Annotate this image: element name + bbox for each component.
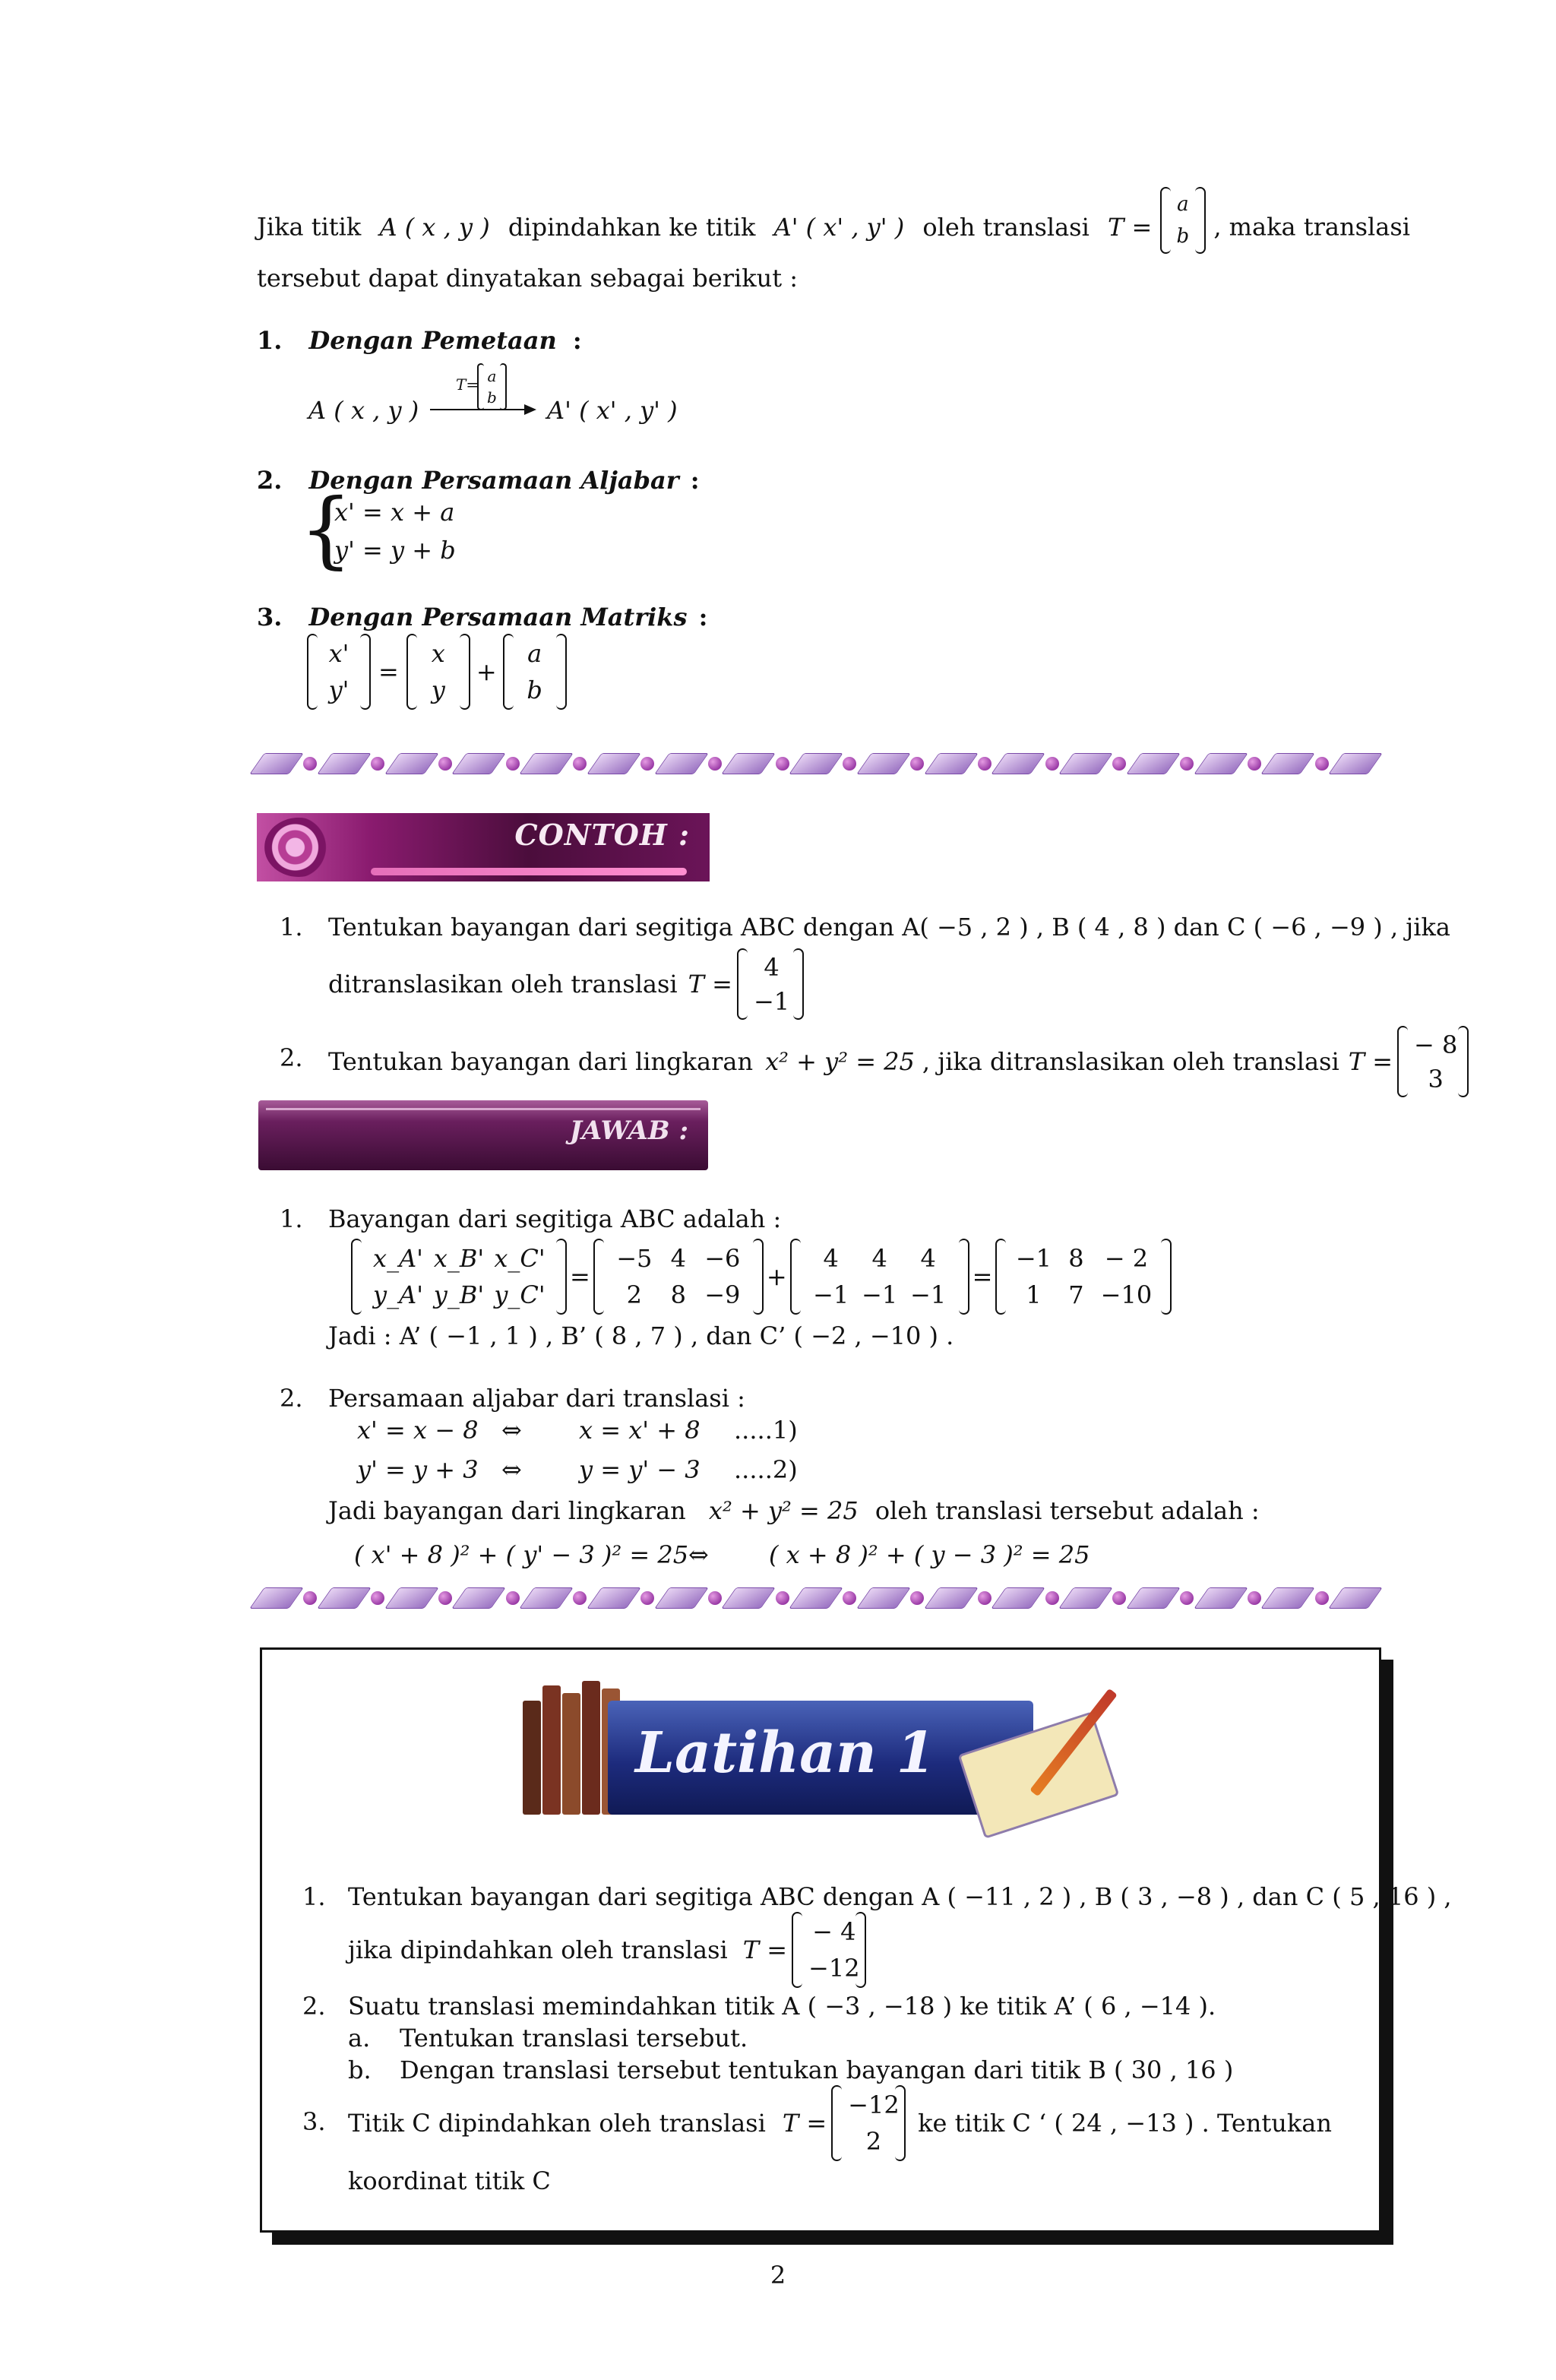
exercise-number: 3. bbox=[302, 2107, 326, 2136]
diamond-ornament-icon bbox=[1194, 1587, 1248, 1609]
translation-symbol: T = bbox=[782, 2109, 827, 2138]
colon: : bbox=[572, 326, 582, 355]
system-brace: { bbox=[299, 480, 353, 578]
diamond-ornament-icon bbox=[991, 1587, 1045, 1609]
translation-symbol: T = bbox=[688, 970, 732, 999]
matrix-translation bbox=[790, 1240, 969, 1313]
diamond-ornament-icon bbox=[317, 1587, 372, 1609]
vector-top: − 4 bbox=[812, 1917, 856, 1946]
translation-symbol: T = bbox=[1108, 212, 1153, 242]
intro-line-2: tersebut dapat dinyatakan sebagai berikut : bbox=[257, 264, 799, 293]
matrix-cell: x_A' bbox=[373, 1244, 423, 1273]
intro-text: dipindahkan ke titik bbox=[508, 212, 756, 242]
dot-ornament-icon bbox=[1315, 757, 1329, 771]
equation-label: .....1) bbox=[734, 1416, 798, 1445]
vector-top: a bbox=[487, 367, 497, 385]
dot-ornament-icon bbox=[438, 757, 452, 771]
diamond-ornament-icon bbox=[654, 753, 709, 774]
arrow-head bbox=[524, 404, 536, 415]
jawab-banner bbox=[258, 1100, 708, 1170]
dot-ornament-icon bbox=[303, 1591, 317, 1605]
matrix-cell: −1 bbox=[910, 1280, 947, 1309]
exercise-2: Suatu translasi memindahkan titik A ( −3 , −18 ) ke titik A’ ( 6 , −14 ). bbox=[348, 1992, 1216, 2021]
matrix-cell: 4 bbox=[823, 1244, 839, 1273]
diamond-ornament-icon bbox=[991, 753, 1045, 774]
method-1-heading bbox=[257, 325, 582, 356]
vector-bottom: 3 bbox=[1428, 1064, 1444, 1093]
dot-ornament-icon bbox=[371, 757, 384, 771]
exercise-2b: Dengan translasi tersebut tentukan bayangan dari titik B ( 30 , 16 ) bbox=[400, 2056, 1234, 2084]
matrix-cell: 1 bbox=[1026, 1280, 1042, 1309]
matrix-result bbox=[995, 1240, 1172, 1313]
jawab-label: JAWAB : bbox=[569, 1116, 688, 1146]
dot-ornament-icon bbox=[776, 1591, 789, 1605]
exercise-1-line-2 bbox=[348, 1913, 866, 1986]
question-text: Tentukan bayangan dari lingkaran bbox=[328, 1047, 754, 1076]
question-text: , jika ditranslasikan oleh translasi bbox=[922, 1047, 1339, 1076]
matrix-cell: 8 bbox=[670, 1280, 686, 1309]
answer-2-conclusion bbox=[328, 1495, 1260, 1526]
diamond-ornament-icon bbox=[654, 1587, 709, 1609]
exercise-1: Tentukan bayangan dari segitiga ABC dengan A ( −11 , 2 ) , B ( 3 , −8 ) , dan C ( 5 , 16 ) , bbox=[348, 1882, 1452, 1911]
diamond-ornament-icon bbox=[1126, 753, 1181, 774]
matrix-cell: −9 bbox=[704, 1280, 741, 1309]
intro-text: oleh translasi bbox=[922, 212, 1090, 242]
intro-text: Jika titik bbox=[257, 212, 362, 242]
contoh-banner bbox=[257, 813, 710, 881]
dot-ornament-icon bbox=[1045, 757, 1059, 771]
circle-equation: x² + y² = 25 bbox=[765, 1047, 915, 1076]
contoh-question-1: Tentukan bayangan dari segitiga ABC dengan A( −5 , 2 ) , B ( 4 , 8 ) dan C ( −6 , −9 ) , jika bbox=[328, 913, 1450, 942]
diamond-ornament-icon bbox=[1194, 753, 1248, 774]
exercise-3-line-2: koordinat titik C bbox=[348, 2166, 551, 2195]
equation-y: y' = y + b bbox=[334, 536, 456, 565]
exercise-3 bbox=[348, 2087, 1332, 2160]
plus-sign: + bbox=[476, 657, 497, 686]
banner-line bbox=[266, 1108, 701, 1110]
dot-ornament-icon bbox=[910, 1591, 924, 1605]
exercise-text: jika dipindahkan oleh translasi bbox=[348, 1935, 728, 1964]
method-title: Dengan Persamaan Matriks bbox=[308, 603, 688, 631]
diamond-ornament-icon bbox=[587, 753, 641, 774]
translation-vector bbox=[792, 1913, 866, 1986]
dot-ornament-icon bbox=[573, 1591, 587, 1605]
diamond-ornament-icon bbox=[519, 753, 574, 774]
dot-ornament-icon bbox=[640, 1591, 654, 1605]
equation-label: .....2) bbox=[734, 1455, 798, 1484]
equals-sign: = bbox=[570, 1262, 590, 1291]
exercise-number: 1. bbox=[302, 1882, 326, 1911]
translation-symbol: T= bbox=[456, 375, 479, 394]
matrix-equation bbox=[307, 634, 567, 710]
diamond-ornament-icon bbox=[721, 1587, 776, 1609]
diamond-ornament-icon bbox=[451, 753, 506, 774]
mapping-source: A ( x , y ) bbox=[308, 396, 419, 425]
swirl-ornament-icon bbox=[264, 818, 333, 877]
dot-ornament-icon bbox=[1045, 1591, 1059, 1605]
equation: y = y' − 3 bbox=[579, 1455, 701, 1484]
answer-1-intro: Bayangan dari segitiga ABC adalah : bbox=[328, 1204, 782, 1233]
matrix-cell: y_C' bbox=[494, 1280, 546, 1309]
latihan-title: Latihan 1 bbox=[635, 1720, 936, 1786]
sub-label: a. bbox=[348, 2024, 371, 2052]
translation-vector bbox=[737, 950, 804, 1018]
matrix-original bbox=[406, 635, 470, 708]
matrix-cell: 8 bbox=[1068, 1244, 1084, 1273]
contoh-label: CONTOH : bbox=[514, 818, 690, 852]
diamond-ornament-icon bbox=[1058, 753, 1113, 774]
diamond-ornament-icon bbox=[519, 1587, 574, 1609]
diamond-ornament-icon bbox=[1328, 1587, 1383, 1609]
colon: : bbox=[698, 603, 708, 631]
answer-1-result: Jadi : A’ ( −1 , 1 ) , B’ ( 8 , 7 ) , dan C’ ( −2 , −10 ) . bbox=[328, 1321, 954, 1350]
matrix-cell: −1 bbox=[1015, 1244, 1052, 1273]
diamond-ornament-icon bbox=[721, 753, 776, 774]
sub-label: b. bbox=[348, 2056, 372, 2084]
vector-bottom: −1 bbox=[753, 986, 790, 1016]
method-title: Dengan Persamaan Aljabar bbox=[308, 466, 679, 495]
diamond-ornament-icon bbox=[856, 753, 911, 774]
decorative-divider bbox=[257, 1585, 1375, 1611]
matrix-cell: y' bbox=[328, 676, 349, 704]
exercise-2a: Tentukan translasi tersebut. bbox=[400, 2024, 748, 2052]
matrix-points bbox=[593, 1240, 764, 1313]
contoh-question-2 bbox=[328, 1027, 1469, 1096]
method-number: 3. bbox=[257, 603, 283, 631]
latihan-banner bbox=[517, 1678, 1109, 1830]
vector-top: 4 bbox=[764, 952, 780, 982]
translation-symbol: T = bbox=[742, 1935, 788, 1964]
answer-number: 1. bbox=[280, 1204, 303, 1233]
equation: y' = y + 3 bbox=[357, 1455, 479, 1484]
dot-ornament-icon bbox=[506, 757, 520, 771]
equals-sign: = bbox=[378, 657, 399, 686]
matrix-cell: −5 bbox=[616, 1244, 653, 1273]
matrix-cell: x_B' bbox=[433, 1244, 485, 1273]
equals-sign: = bbox=[972, 1262, 993, 1291]
matrix-cell: −1 bbox=[813, 1280, 849, 1309]
circle-equation: x² + y² = 25 bbox=[708, 1496, 859, 1525]
diamond-ornament-icon bbox=[924, 1587, 979, 1609]
diamond-ornament-icon bbox=[249, 1587, 304, 1609]
image-equation: ( x + 8 )² + ( y − 3 )² = 25 bbox=[769, 1540, 1090, 1569]
decorative-divider bbox=[257, 751, 1375, 777]
matrix-cell: x' bbox=[328, 639, 349, 668]
answer-text: oleh translasi tersebut adalah : bbox=[874, 1496, 1260, 1525]
question-text: ditranslasikan oleh translasi bbox=[328, 970, 678, 999]
matrix-cell: b bbox=[527, 676, 542, 704]
dot-ornament-icon bbox=[978, 1591, 991, 1605]
dot-ornament-icon bbox=[303, 757, 317, 771]
matrix-cell: x bbox=[431, 639, 445, 668]
dot-ornament-icon bbox=[843, 1591, 856, 1605]
question-number: 2. bbox=[280, 1043, 303, 1072]
matrix-cell: 4 bbox=[871, 1244, 887, 1273]
method-number: 1. bbox=[257, 326, 283, 355]
matrix-cell: y_A' bbox=[373, 1280, 423, 1309]
dot-ornament-icon bbox=[776, 757, 789, 771]
answer-2-intro: Persamaan aljabar dari translasi : bbox=[328, 1384, 745, 1413]
diamond-ornament-icon bbox=[317, 753, 372, 774]
translation-vector bbox=[1160, 188, 1207, 252]
matrix-cell: −10 bbox=[1100, 1280, 1153, 1309]
vector-bottom: 2 bbox=[865, 2127, 882, 2156]
matrix-cell: −6 bbox=[704, 1244, 741, 1273]
dot-ornament-icon bbox=[1248, 1591, 1261, 1605]
matrix-cell: 4 bbox=[920, 1244, 936, 1273]
translation-symbol: T = bbox=[1348, 1047, 1393, 1076]
diamond-ornament-icon bbox=[384, 753, 439, 774]
exercise-number: 2. bbox=[302, 1992, 326, 2021]
matrix-image-points bbox=[351, 1240, 567, 1313]
mapping-target: A' ( x' , y' ) bbox=[547, 396, 678, 425]
dot-ornament-icon bbox=[371, 1591, 384, 1605]
banner-bar bbox=[371, 868, 687, 875]
vector-top: − 8 bbox=[1414, 1030, 1458, 1059]
intro-text: , maka translasi bbox=[1213, 212, 1410, 242]
translation-vector bbox=[1397, 1027, 1469, 1096]
vector-top: −12 bbox=[848, 2090, 900, 2119]
arrow-shaft bbox=[430, 409, 527, 410]
diamond-ornament-icon bbox=[451, 1587, 506, 1609]
vector-bottom: b bbox=[487, 388, 497, 407]
dot-ornament-icon bbox=[506, 1591, 520, 1605]
translation-vector bbox=[477, 365, 507, 409]
method-number: 2. bbox=[257, 466, 283, 495]
answer-number: 2. bbox=[280, 1384, 303, 1413]
dot-ornament-icon bbox=[1180, 757, 1194, 771]
question-number: 1. bbox=[280, 913, 303, 942]
equation: x = x' + 8 bbox=[579, 1416, 701, 1445]
dot-ornament-icon bbox=[708, 757, 722, 771]
dot-ornament-icon bbox=[1112, 757, 1126, 771]
equivalence-sign: ⇔ bbox=[501, 1455, 522, 1484]
matrix-cell: y_B' bbox=[433, 1280, 485, 1309]
vector-bottom: −12 bbox=[808, 1954, 860, 1983]
dot-ornament-icon bbox=[843, 757, 856, 771]
matrix-cell: − 2 bbox=[1104, 1244, 1149, 1273]
method-3-heading bbox=[257, 602, 707, 632]
answer-1-matrix-equation bbox=[351, 1239, 1172, 1315]
diamond-ornament-icon bbox=[1328, 753, 1383, 774]
books-icon bbox=[517, 1678, 623, 1815]
matrix-cell: −1 bbox=[862, 1280, 898, 1309]
matrix-cell: x_C' bbox=[494, 1244, 546, 1273]
diamond-ornament-icon bbox=[856, 1587, 911, 1609]
diamond-ornament-icon bbox=[1058, 1587, 1113, 1609]
dot-ornament-icon bbox=[978, 757, 991, 771]
dot-ornament-icon bbox=[708, 1591, 722, 1605]
equivalence-sign: ⇔ bbox=[501, 1416, 522, 1445]
matrix-translation bbox=[503, 635, 567, 708]
matrix-cell: 2 bbox=[626, 1280, 642, 1309]
vector-bottom: b bbox=[1176, 225, 1190, 248]
plus-sign: + bbox=[766, 1262, 787, 1291]
equation-x: x' = x + a bbox=[334, 498, 455, 527]
matrix-cell: 7 bbox=[1068, 1280, 1084, 1309]
intro-line-1 bbox=[257, 193, 1410, 252]
point-a-prime: A' ( x' , y' ) bbox=[773, 212, 905, 242]
matrix-image bbox=[307, 635, 371, 708]
dot-ornament-icon bbox=[1180, 1591, 1194, 1605]
exercise-text: ke titik C ‘ ( 24 , −13 ) . Tentukan bbox=[918, 2109, 1332, 2138]
dot-ornament-icon bbox=[1112, 1591, 1126, 1605]
equivalence-sign: ⇔ bbox=[688, 1540, 709, 1569]
mapping-arrow bbox=[430, 365, 536, 410]
dot-ornament-icon bbox=[910, 757, 924, 771]
diamond-ornament-icon bbox=[924, 753, 979, 774]
exercise-text: Titik C dipindahkan oleh translasi bbox=[348, 2109, 766, 2138]
colon: : bbox=[690, 466, 700, 495]
diamond-ornament-icon bbox=[249, 753, 304, 774]
matrix-cell: 4 bbox=[670, 1244, 686, 1273]
matrix-cell: a bbox=[527, 639, 542, 668]
translation-vector bbox=[831, 2087, 906, 2160]
page-number: 2 bbox=[770, 2261, 786, 2290]
dot-ornament-icon bbox=[640, 757, 654, 771]
image-equation: ( x' + 8 )² + ( y' − 3 )² = 25 bbox=[354, 1540, 689, 1569]
point-a: A ( x , y ) bbox=[379, 212, 490, 242]
diamond-ornament-icon bbox=[789, 1587, 843, 1609]
equation: x' = x − 8 bbox=[357, 1416, 479, 1445]
method-title: Dengan Pemetaan bbox=[308, 326, 557, 355]
dot-ornament-icon bbox=[438, 1591, 452, 1605]
diamond-ornament-icon bbox=[1260, 753, 1315, 774]
dot-ornament-icon bbox=[1248, 757, 1261, 771]
diamond-ornament-icon bbox=[384, 1587, 439, 1609]
vector-top: a bbox=[1177, 193, 1189, 216]
matrix-cell: y bbox=[431, 676, 445, 704]
diamond-ornament-icon bbox=[1126, 1587, 1181, 1609]
contoh-question-1-line-2 bbox=[328, 950, 804, 1018]
dot-ornament-icon bbox=[1315, 1591, 1329, 1605]
answer-text: Jadi bayangan dari lingkaran bbox=[328, 1496, 686, 1525]
dot-ornament-icon bbox=[573, 757, 587, 771]
diamond-ornament-icon bbox=[1260, 1587, 1315, 1609]
diamond-ornament-icon bbox=[789, 753, 843, 774]
diamond-ornament-icon bbox=[587, 1587, 641, 1609]
